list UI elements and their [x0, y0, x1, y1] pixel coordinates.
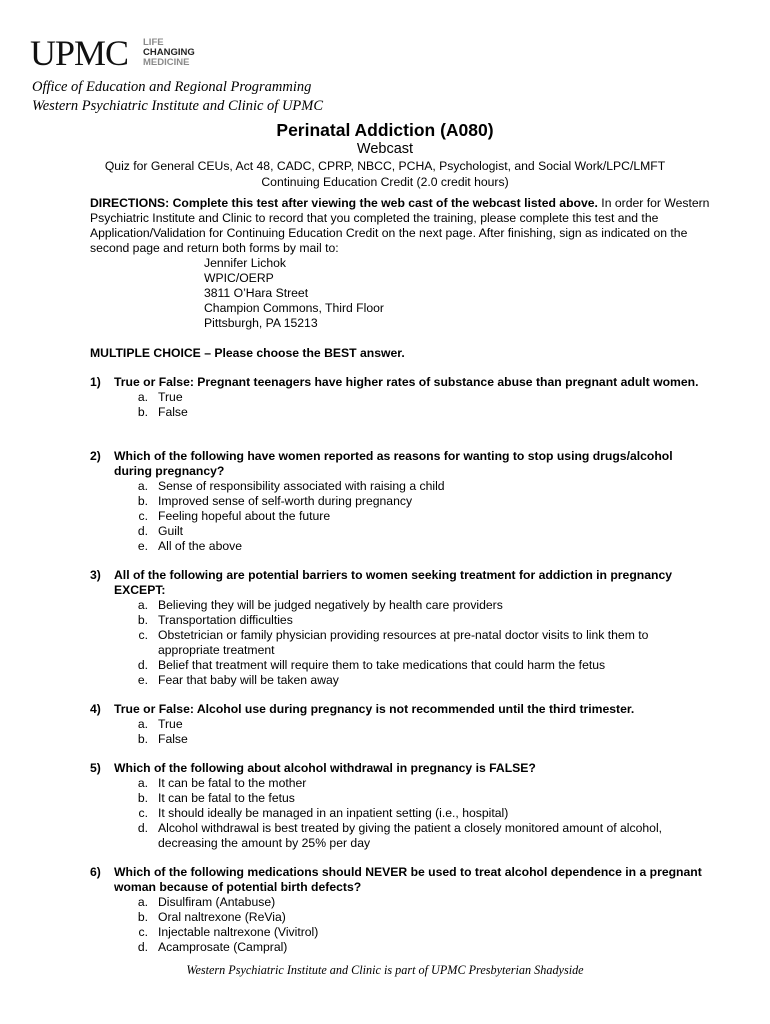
answer-option [90, 776, 710, 791]
answer-option [90, 598, 710, 613]
option-letter: e. [137, 539, 148, 553]
address-line: WPIC/OERP [204, 271, 274, 285]
question-2 [90, 449, 710, 554]
option-text: Feeling hopeful about the future [158, 509, 331, 523]
answer-option [90, 925, 710, 940]
option-text: Believing they will be judged negatively by health care providers [158, 598, 503, 612]
answer-option [90, 806, 710, 821]
question-stem [90, 702, 710, 717]
logo-tagline-line: MEDICINE [143, 57, 190, 68]
option-text: Guilt [158, 524, 184, 538]
option-text: It should ideally be managed in an inpatient setting (i.e., hospital) [158, 806, 509, 820]
option-letter: d. [137, 940, 148, 954]
option-text: Oral naltrexone (ReVia) [158, 910, 286, 924]
question-5 [90, 761, 710, 851]
answer-option [90, 390, 710, 405]
answer-option [90, 658, 710, 673]
question-number: 4) [90, 702, 101, 716]
credit-line: Quiz for General CEUs, Act 48, CADC, CPRP, NBCC, PCHA, Psychologist, and Social Work/LPC/LMFT [104, 159, 666, 173]
option-text: Belief that treatment will require them to take medications that could harm the fetus [158, 658, 606, 672]
question-stem [90, 865, 710, 895]
option-letter: b. [137, 791, 148, 805]
option-letter: a. [137, 598, 148, 612]
option-letter: c. [138, 509, 148, 523]
option-text: False [158, 405, 188, 419]
office-line: Office of Education and Regional Programming [32, 79, 312, 95]
question-text: Which of the following about alcohol withdrawal in pregnancy is FALSE? [114, 761, 536, 775]
directions-block [90, 196, 720, 331]
option-text: It can be fatal to the mother [158, 776, 307, 790]
option-text: Obstetrician or family physician providing resources at pre-natal doctor visits to link them to appropriate treatment [158, 628, 649, 657]
logo-tagline-line: CHANGING [143, 47, 195, 58]
option-letter: a. [137, 390, 148, 404]
answer-option [90, 717, 710, 732]
address-line: Jennifer Lichok [204, 256, 286, 270]
question-3 [90, 568, 710, 688]
directions-bold: DIRECTIONS: Complete this test after viewing the web cast of the webcast listed above. [90, 196, 598, 210]
question-4 [90, 702, 710, 747]
page-footer: Western Psychiatric Institute and Clinic is part of UPMC Presbyterian Shadyside [186, 963, 584, 977]
answer-option [90, 494, 710, 509]
option-letter: b. [137, 613, 148, 627]
answer-option [90, 821, 710, 851]
option-text: Acamprosate (Campral) [158, 940, 288, 954]
option-text: Sense of responsibility associated with raising a child [158, 479, 445, 493]
option-text: All of the above [158, 539, 243, 553]
question-1 [90, 375, 710, 420]
credit-line: Continuing Education Credit (2.0 credit hours) [261, 175, 509, 189]
option-text: True [158, 390, 183, 404]
question-stem [90, 449, 710, 479]
option-letter: c. [138, 806, 148, 820]
logo-wordmark: UPMC [30, 33, 129, 73]
option-letter: b. [137, 910, 148, 924]
directions-paragraph [90, 196, 720, 256]
answer-option [90, 628, 710, 658]
option-letter: a. [137, 479, 148, 493]
question-stem [90, 375, 710, 390]
option-text: Fear that baby will be taken away [158, 673, 339, 687]
question-number: 5) [90, 761, 101, 775]
question-6 [90, 865, 710, 955]
answer-option [90, 732, 710, 747]
option-text: True [158, 717, 183, 731]
document-title: Perinatal Addiction (A080) [276, 120, 494, 140]
option-letter: b. [137, 494, 148, 508]
answer-option [90, 613, 710, 628]
answer-option [90, 895, 710, 910]
question-text: True or False: Alcohol use during pregnancy is not recommended until the third trimester. [114, 702, 635, 716]
option-text: Injectable naltrexone (Vivitrol) [158, 925, 319, 939]
answer-option [90, 910, 710, 925]
option-letter: c. [138, 628, 148, 642]
address-line: Pittsburgh, PA 15213 [204, 316, 318, 330]
question-text: True or False: Pregnant teenagers have higher rates of substance abuse than pregnant adult women. [114, 375, 699, 389]
question-number: 6) [90, 865, 101, 879]
option-letter: b. [137, 732, 148, 746]
answer-option [90, 524, 710, 539]
answer-option [90, 479, 710, 494]
section-heading: MULTIPLE CHOICE – Please choose the BEST answer. [90, 346, 405, 360]
option-text: Improved sense of self-worth during pregnancy [158, 494, 413, 508]
question-number: 2) [90, 449, 101, 463]
option-letter: c. [138, 925, 148, 939]
option-letter: a. [137, 776, 148, 790]
option-text: Disulfiram (Antabuse) [158, 895, 276, 909]
option-letter: e. [137, 673, 148, 687]
address-line: 3811 O’Hara Street [204, 286, 309, 300]
question-stem [90, 761, 710, 776]
question-text: Which of the following have women reported as reasons for wanting to stop using drugs/alcohol during pregnancy? [114, 449, 673, 478]
question-number: 3) [90, 568, 101, 582]
answer-option [90, 673, 710, 688]
option-text: Alcohol withdrawal is best treated by giving the patient a closely monitored amount of alcohol, decreasing the amount by 25% per day [158, 821, 663, 850]
mailing-address [204, 256, 720, 331]
document-format: Webcast [356, 141, 414, 157]
logo-tagline [143, 38, 233, 68]
option-letter: b. [137, 405, 148, 419]
answer-option [90, 791, 710, 806]
option-letter: d. [137, 658, 148, 672]
option-text: Transportation difficulties [158, 613, 293, 627]
question-text: All of the following are potential barriers to women seeking treatment for addiction in pregnancy EXCEPT: [114, 568, 672, 597]
answer-option [90, 405, 710, 420]
option-letter: d. [137, 524, 148, 538]
option-letter: a. [137, 895, 148, 909]
address-line: Champion Commons, Third Floor [204, 301, 384, 315]
option-letter: a. [137, 717, 148, 731]
credit-description [0, 158, 770, 190]
office-block [32, 78, 323, 116]
option-letter: d. [137, 821, 148, 835]
question-number: 1) [90, 375, 101, 389]
answer-option [90, 940, 710, 955]
question-stem [90, 568, 710, 598]
directions-text: In order for Western Psychiatric Institute and Clinic to record that you completed the training, please complete this test and the Application/Validation for Continuing Education Credit on the next page. After finishing, sign as indicated on the second page and return both forms by mail to: [90, 196, 710, 255]
answer-option [90, 539, 710, 554]
office-line: Western Psychiatric Institute and Clinic of UPMC [32, 98, 324, 114]
logo-tagline-line: LIFE [143, 37, 164, 48]
answer-option [90, 509, 710, 524]
option-text: It can be fatal to the fetus [158, 791, 295, 805]
option-text: False [158, 732, 188, 746]
question-text: Which of the following medications should NEVER be used to treat alcohol dependence in a pregnant woman because of potential birth defects? [114, 865, 702, 894]
